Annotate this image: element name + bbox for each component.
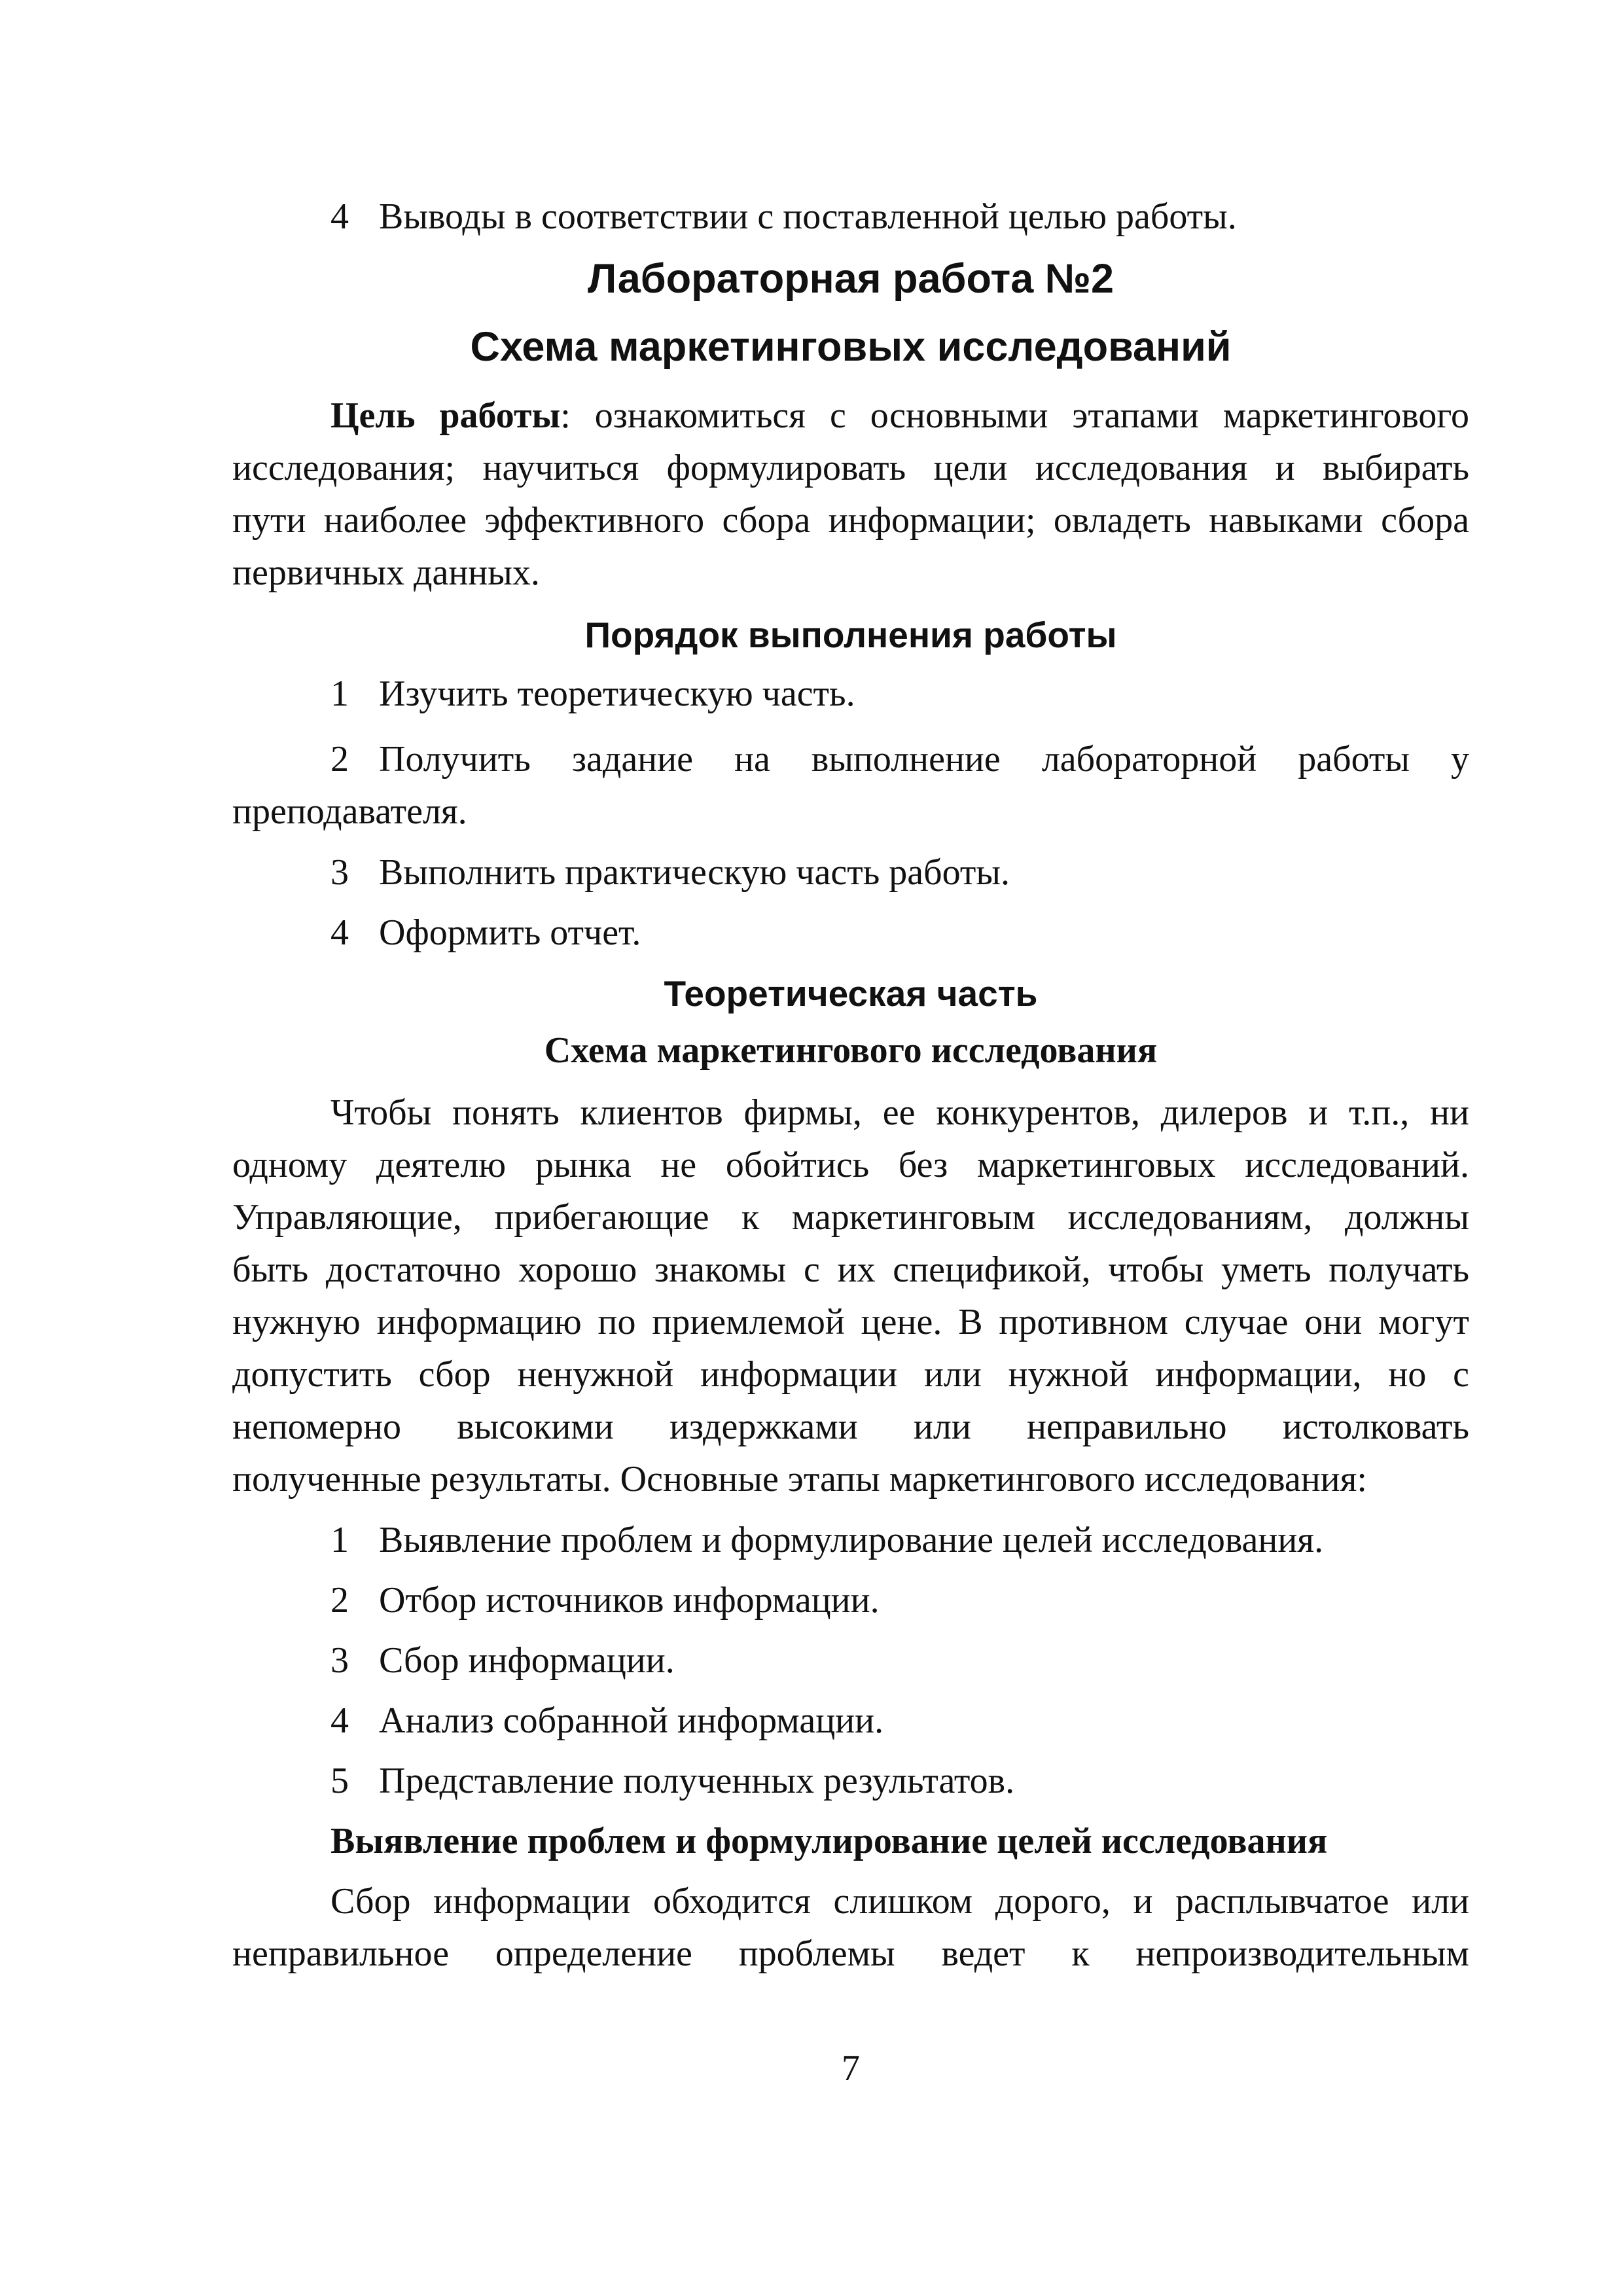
list-number: 1 bbox=[330, 673, 349, 714]
theory-paragraph-line: нужную информацию по приемлемой цене. В противном случае они могут bbox=[232, 1302, 1469, 1342]
theory-paragraph-line: Управляющие, прибегающие к маркетинговым исследованиям, должны bbox=[232, 1197, 1469, 1238]
list-number: 4 bbox=[330, 196, 349, 237]
list-text: Сбор информации. bbox=[379, 1640, 675, 1681]
section2-line: Сбор информации обходится слишком дорого, и расплывчатое или bbox=[330, 1881, 1469, 1922]
goal-line: первичных данных. bbox=[232, 552, 540, 593]
goal-line: пути наиболее эффективного сбора информации; овладеть навыками сбора bbox=[232, 500, 1469, 541]
list-number: 4 bbox=[330, 1700, 349, 1741]
list-text: Изучить теоретическую часть. bbox=[379, 673, 855, 714]
section2-heading: Выявление проблем и формулирование целей исследования bbox=[330, 1821, 1328, 1861]
goal-label: Цель работы bbox=[330, 395, 561, 436]
list-number: 5 bbox=[330, 1761, 349, 1801]
list-text: Получить задание на выполнение лабораторной работы у bbox=[379, 739, 1469, 780]
procedure-item bbox=[330, 850, 1469, 895]
theory-paragraph-line: одному деятелю рынка не обойтись без маркетинговых исследований. bbox=[232, 1145, 1469, 1185]
list-number: 2 bbox=[330, 739, 349, 780]
lab-subtitle: Схема маркетинговых исследований bbox=[470, 324, 1232, 370]
list-text: Представление полученных результатов. bbox=[379, 1761, 1015, 1801]
section2-line: неправильное определение проблемы ведет к непроизводительным bbox=[232, 1933, 1469, 1974]
lab-title: Лабораторная работа №2 bbox=[587, 256, 1115, 302]
stage-item bbox=[330, 1638, 1469, 1683]
theory-paragraph-line: допустить сбор ненужной информации или нужной информации, но с bbox=[232, 1354, 1469, 1395]
goal-first-line-rest: : ознакомиться с основными этапами маркетингового bbox=[560, 395, 1469, 436]
theory-subheading: Схема маркетингового исследования bbox=[544, 1030, 1158, 1071]
procedure-item bbox=[330, 671, 1469, 717]
stage-item bbox=[330, 1758, 1469, 1804]
list-text: Анализ собранной информации. bbox=[379, 1700, 884, 1741]
theory-paragraph-line: непомерно высокими издержками или неправильно истолковать bbox=[232, 1407, 1469, 1447]
list-text: Выявление проблем и формулирование целей исследования. bbox=[379, 1520, 1324, 1560]
list-number: 1 bbox=[330, 1520, 349, 1560]
procedure-item-continuation: преподавателя. bbox=[232, 791, 467, 832]
stage-item bbox=[330, 1577, 1469, 1623]
prev-list-item bbox=[330, 194, 1469, 240]
theory-paragraph-line: быть достаточно хорошо знакомы с их спецификой, чтобы уметь получать bbox=[232, 1249, 1469, 1290]
list-text: Выводы в соответствии с поставленной целью работы. bbox=[379, 196, 1237, 237]
list-text: Оформить отчет. bbox=[379, 912, 641, 953]
procedure-item bbox=[330, 910, 1469, 956]
stage-item bbox=[330, 1698, 1469, 1744]
list-text: Выполнить практическую часть работы. bbox=[379, 852, 1010, 893]
procedure-item bbox=[330, 736, 1469, 782]
document-page bbox=[232, 0, 1469, 2296]
stage-item bbox=[330, 1517, 1469, 1563]
list-text: Отбор источников информации. bbox=[379, 1580, 880, 1621]
list-number: 4 bbox=[330, 912, 349, 953]
goal-first-line bbox=[330, 393, 1469, 439]
theory-paragraph-line: Чтобы понять клиентов фирмы, ее конкурентов, дилеров и т.п., ни bbox=[330, 1092, 1469, 1133]
list-number: 3 bbox=[330, 1640, 349, 1681]
procedure-heading: Порядок выполнения работы bbox=[584, 615, 1117, 655]
list-number: 3 bbox=[330, 852, 349, 893]
theory-paragraph-line: полученные результаты. Основные этапы маркетингового исследования: bbox=[232, 1459, 1367, 1499]
page-number: 7 bbox=[842, 2048, 860, 2089]
list-number: 2 bbox=[330, 1580, 349, 1621]
goal-line: исследования; научиться формулировать цели исследования и выбирать bbox=[232, 448, 1469, 488]
theory-heading: Теоретическая часть bbox=[664, 973, 1038, 1014]
